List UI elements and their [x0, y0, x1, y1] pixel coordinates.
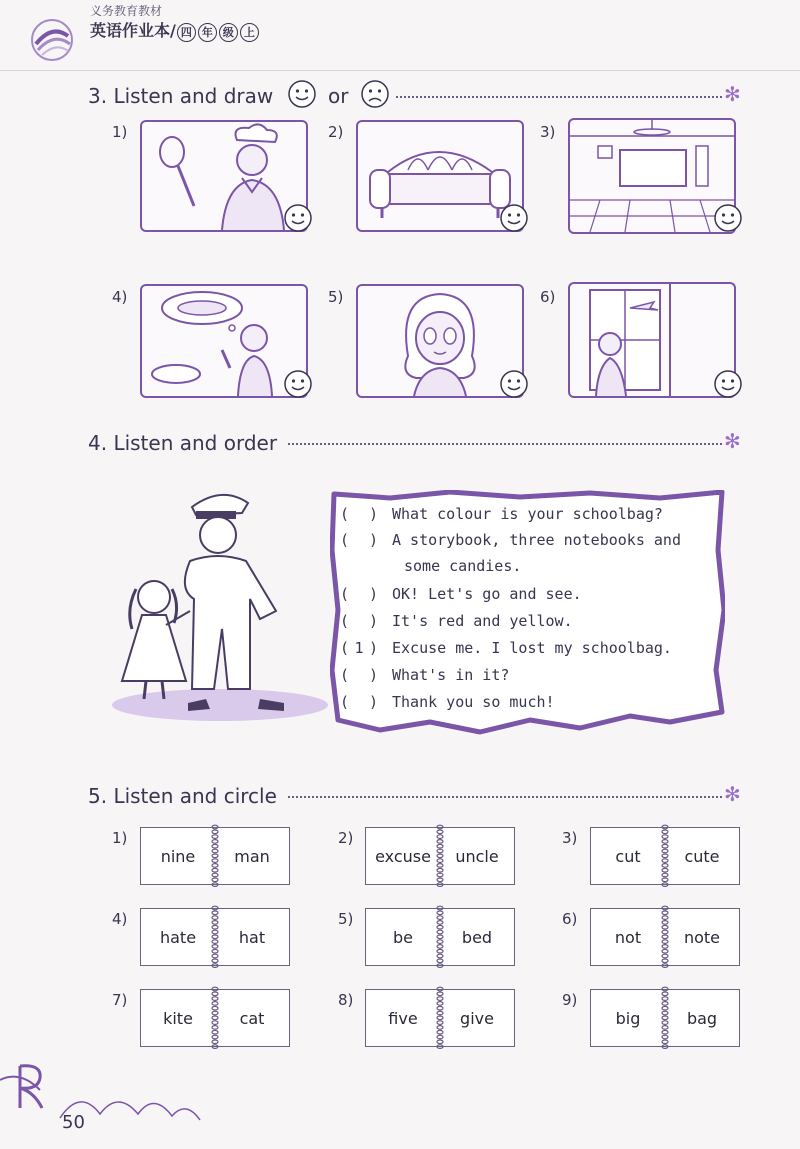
item-number: 7)	[112, 991, 128, 1009]
order-answer-field[interactable]: ( )	[340, 531, 379, 549]
item-number: 2)	[338, 829, 354, 847]
order-answer-field[interactable]: ( )	[340, 585, 379, 603]
item-number: 1)	[112, 123, 128, 141]
book-title: 英语作业本/ 四 年 级 上	[90, 18, 260, 42]
word-option-left[interactable]: not	[614, 927, 642, 947]
header-rule	[0, 70, 800, 71]
word-option-left[interactable]: kite	[163, 1008, 193, 1028]
word-option-right[interactable]: cat	[239, 1008, 265, 1028]
section-4-title: 4. Listen and order	[88, 431, 278, 455]
picture-boy-at-window	[568, 282, 736, 398]
smiley-face-icon	[287, 79, 317, 109]
word-option-right[interactable]: note	[683, 927, 721, 947]
word-pair-card	[365, 908, 515, 966]
word-option-right[interactable]: bed	[461, 927, 493, 947]
order-answer-field[interactable]: ( 1 )	[340, 639, 379, 657]
order-answer-field[interactable]: ( )	[340, 612, 379, 630]
word-pair-card	[140, 989, 290, 1047]
section-3-dotted-rule	[396, 96, 722, 98]
item-number: 5)	[338, 910, 354, 928]
item-number: 4)	[112, 910, 128, 928]
word-option-left[interactable]: big	[615, 1008, 641, 1028]
dialogue-line: ( ) OK! Let's go and see.	[340, 585, 582, 603]
picture-living-room	[568, 118, 736, 234]
order-answer-field[interactable]: ( )	[340, 505, 379, 523]
section-4-dotted-rule	[288, 443, 722, 445]
item-number: 2)	[328, 123, 344, 141]
item-number: 4)	[112, 288, 128, 306]
smiley-face-icon	[283, 203, 313, 233]
word-option-left[interactable]: be	[393, 927, 413, 947]
smiley-face-icon	[499, 203, 529, 233]
word-option-left[interactable]: cut	[615, 846, 641, 866]
section-5-dotted-rule	[288, 796, 722, 798]
item-number: 1)	[112, 829, 128, 847]
item-number: 6)	[540, 288, 556, 306]
word-option-right[interactable]: give	[460, 1008, 494, 1028]
dialogue-line: ( 1 ) Excuse me. I lost my schoolbag.	[340, 639, 672, 657]
word-pair-card	[365, 989, 515, 1047]
word-option-right[interactable]: uncle	[455, 846, 499, 866]
order-answer-field[interactable]: ( )	[340, 693, 379, 711]
item-number: 3)	[562, 829, 578, 847]
smiley-face-icon	[713, 369, 743, 399]
sad-face-icon	[360, 79, 390, 109]
star-icon: ✻	[724, 82, 741, 106]
word-pair-card	[140, 908, 290, 966]
illustration-policeman-and-girl	[110, 485, 332, 733]
dialogue-line: ( ) What colour is your schoolbag?	[340, 505, 663, 523]
grade-char-4: 上	[240, 23, 259, 42]
word-option-left[interactable]: nine	[160, 846, 196, 866]
item-number: 9)	[562, 991, 578, 1009]
item-number: 5)	[328, 288, 344, 306]
word-pair-card	[590, 989, 740, 1047]
item-number: 3)	[540, 123, 556, 141]
word-option-right[interactable]: man	[234, 846, 270, 866]
section-3-title: 3. Listen and draw	[88, 84, 274, 108]
grade-char-1: 四	[177, 23, 196, 42]
word-option-left[interactable]: hate	[159, 927, 197, 947]
smiley-face-icon	[713, 203, 743, 233]
item-number: 8)	[338, 991, 354, 1009]
book-title-prefix: 英语作业本	[90, 21, 171, 40]
publisher-logo-icon	[30, 18, 74, 62]
footer-decoration	[0, 1060, 800, 1145]
dialogue-line: ( ) Thank you so much!	[340, 693, 555, 711]
word-option-right[interactable]: cute	[684, 846, 720, 866]
word-pair-card	[590, 827, 740, 885]
dialogue-line: ( ) What's in it?	[340, 666, 510, 684]
word-option-left[interactable]: excuse	[375, 846, 431, 866]
section-5-title: 5. Listen and circle	[88, 784, 277, 808]
smiley-face-icon	[283, 369, 313, 399]
page-number: 50	[62, 1112, 85, 1133]
grade-char-2: 年	[198, 23, 217, 42]
item-number: 6)	[562, 910, 578, 928]
word-option-right[interactable]: hat	[238, 927, 266, 947]
word-pair-card	[590, 908, 740, 966]
or-label: or	[328, 84, 349, 108]
order-answer-field[interactable]: ( )	[340, 666, 379, 684]
series-label: 义务教育教材	[90, 4, 163, 18]
dialogue-line: ( ) It's red and yellow.	[340, 612, 573, 630]
star-icon: ✻	[724, 782, 741, 806]
word-option-right[interactable]: bag	[686, 1008, 718, 1028]
word-pair-card	[365, 827, 515, 885]
word-option-left[interactable]: five	[388, 1008, 418, 1028]
word-pair-card	[140, 827, 290, 885]
smiley-face-icon	[499, 369, 529, 399]
dialogue-line: ( ) A storybook, three notebooks and	[340, 531, 681, 549]
star-icon: ✻	[724, 429, 741, 453]
dialogue-line-continuation: some candies.	[404, 557, 522, 575]
grade-char-3: 级	[219, 23, 238, 42]
